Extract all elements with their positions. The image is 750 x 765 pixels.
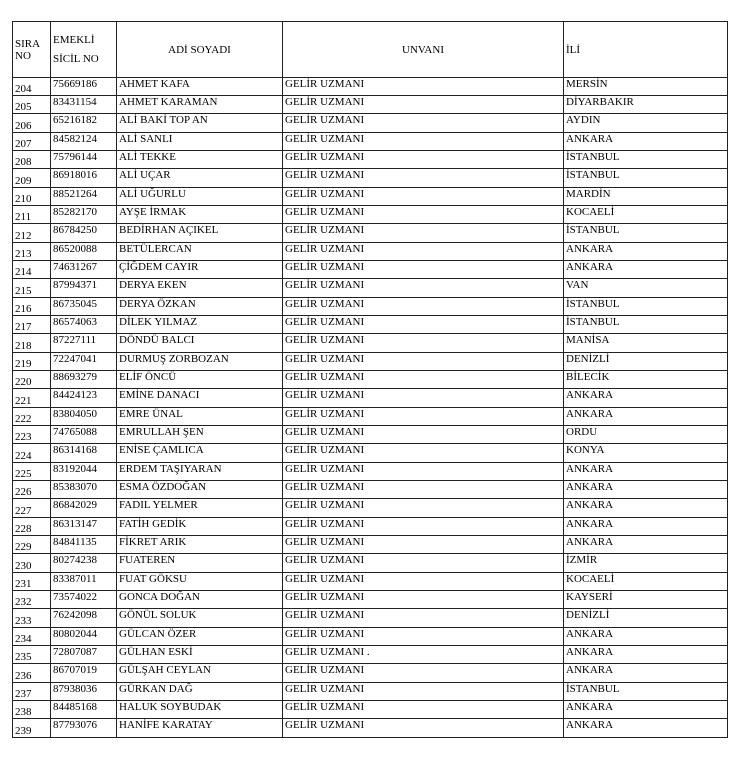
table-row <box>13 628 728 646</box>
cell-ili: İSTANBUL <box>564 151 728 169</box>
table-row <box>13 646 728 664</box>
cell-adi-soyadi: ALİ SANLI <box>117 133 283 151</box>
cell-ili: ANKARA <box>564 499 728 518</box>
cell-sicil-no: 83804050 <box>51 408 117 426</box>
cell-unvani: GELİR UZMANI <box>283 591 564 609</box>
table-row <box>13 499 728 518</box>
cell-sira-no: 220 <box>13 371 51 389</box>
cell-unvani: GELİR UZMANI <box>283 628 564 646</box>
cell-ili: ANKARA <box>564 481 728 499</box>
table-header-row <box>13 22 728 78</box>
cell-ili: ANKARA <box>564 628 728 646</box>
cell-sicil-no: 80802044 <box>51 628 117 646</box>
cell-ili: İSTANBUL <box>564 169 728 188</box>
cell-sicil-no: 74631267 <box>51 261 117 279</box>
cell-adi-soyadi: DERYA ÖZKAN <box>117 298 283 316</box>
cell-adi-soyadi: ALİ UÇAR <box>117 169 283 188</box>
header-sicil-no-line2: SİCİL NO <box>53 52 99 65</box>
cell-sicil-no: 83192044 <box>51 463 117 481</box>
cell-sira-no: 238 <box>13 701 51 719</box>
cell-ili: ORDU <box>564 426 728 444</box>
cell-ili: ANKARA <box>564 646 728 664</box>
table-row <box>13 719 728 738</box>
cell-sicil-no: 87793076 <box>51 719 117 738</box>
cell-sira-no: 221 <box>13 389 51 408</box>
personnel-table <box>12 21 728 738</box>
document-page <box>12 21 728 738</box>
cell-unvani: GELİR UZMANI <box>283 188 564 206</box>
table-row <box>13 664 728 683</box>
cell-sira-no: 225 <box>13 463 51 481</box>
cell-sicil-no: 88693279 <box>51 371 117 389</box>
cell-unvani: GELİR UZMANI <box>283 499 564 518</box>
cell-adi-soyadi: DURMUŞ ZORBOZAN <box>117 353 283 371</box>
cell-unvani: GELİR UZMANI <box>283 426 564 444</box>
cell-unvani: GELİR UZMANI <box>283 389 564 408</box>
cell-sira-no: 219 <box>13 353 51 371</box>
cell-sira-no: 231 <box>13 573 51 591</box>
table-row <box>13 518 728 536</box>
cell-adi-soyadi: EMRE ÜNAL <box>117 408 283 426</box>
cell-unvani: GELİR UZMANI <box>283 298 564 316</box>
cell-unvani: GELİR UZMANI <box>283 371 564 389</box>
cell-sicil-no: 87227111 <box>51 334 117 353</box>
cell-ili: ANKARA <box>564 518 728 536</box>
cell-sira-no: 226 <box>13 481 51 499</box>
cell-ili: ANKARA <box>564 701 728 719</box>
cell-unvani: GELİR UZMANI <box>283 408 564 426</box>
table-row <box>13 224 728 243</box>
cell-ili: MARDİN <box>564 188 728 206</box>
cell-adi-soyadi: ALİ BAKİ TOP AN <box>117 114 283 133</box>
table-row <box>13 114 728 133</box>
cell-adi-soyadi: FATİH GEDİK <box>117 518 283 536</box>
cell-unvani: GELİR UZMANI <box>283 554 564 573</box>
table-row <box>13 334 728 353</box>
cell-sira-no: 235 <box>13 646 51 664</box>
cell-sira-no: 204 <box>13 78 51 96</box>
table-row <box>13 298 728 316</box>
cell-unvani: GELİR UZMANI <box>283 151 564 169</box>
cell-sira-no: 207 <box>13 133 51 151</box>
cell-sicil-no: 83387011 <box>51 573 117 591</box>
table-row <box>13 701 728 719</box>
cell-sicil-no: 83431154 <box>51 96 117 114</box>
cell-sira-no: 215 <box>13 279 51 298</box>
cell-adi-soyadi: GONCA DOĞAN <box>117 591 283 609</box>
cell-adi-soyadi: GÖNÜL SOLUK <box>117 609 283 628</box>
cell-sira-no: 218 <box>13 334 51 353</box>
cell-adi-soyadi: EMRULLAH ŞEN <box>117 426 283 444</box>
table-row <box>13 481 728 499</box>
cell-sira-no: 211 <box>13 206 51 224</box>
cell-unvani: GELİR UZMANI <box>283 279 564 298</box>
cell-sicil-no: 86314168 <box>51 444 117 463</box>
cell-unvani: GELİR UZMANI <box>283 243 564 261</box>
cell-ili: ANKARA <box>564 463 728 481</box>
table-row <box>13 206 728 224</box>
cell-ili: MANİSA <box>564 334 728 353</box>
cell-unvani: GELİR UZMANI <box>283 114 564 133</box>
cell-unvani: GELİR UZMANI . <box>283 646 564 664</box>
cell-sicil-no: 86313147 <box>51 518 117 536</box>
table-row <box>13 316 728 334</box>
cell-adi-soyadi: GÜLCAN ÖZER <box>117 628 283 646</box>
header-ili: İLİ <box>564 22 728 78</box>
cell-ili: VAN <box>564 279 728 298</box>
cell-sira-no: 233 <box>13 609 51 628</box>
cell-adi-soyadi: DÖNDÜ BALCI <box>117 334 283 353</box>
cell-sicil-no: 86784250 <box>51 224 117 243</box>
cell-ili: İSTANBUL <box>564 683 728 701</box>
cell-unvani: GELİR UZMANI <box>283 261 564 279</box>
cell-adi-soyadi: GÜRKAN DAĞ <box>117 683 283 701</box>
table-row <box>13 444 728 463</box>
cell-sicil-no: 87994371 <box>51 279 117 298</box>
cell-sicil-no: 73574022 <box>51 591 117 609</box>
cell-adi-soyadi: FUATEREN <box>117 554 283 573</box>
cell-unvani: GELİR UZMANI <box>283 316 564 334</box>
cell-adi-soyadi: ELİF ÖNCÜ <box>117 371 283 389</box>
table-row <box>13 188 728 206</box>
table-body <box>13 78 728 738</box>
table-row <box>13 408 728 426</box>
cell-adi-soyadi: AHMET KARAMAN <box>117 96 283 114</box>
table-row <box>13 463 728 481</box>
cell-sira-no: 223 <box>13 426 51 444</box>
cell-ili: KONYA <box>564 444 728 463</box>
cell-unvani: GELİR UZMANI <box>283 96 564 114</box>
header-sira-no <box>13 22 51 78</box>
table-row <box>13 591 728 609</box>
cell-sicil-no: 84582124 <box>51 133 117 151</box>
table-row <box>13 683 728 701</box>
table-row <box>13 573 728 591</box>
cell-ili: KAYSERİ <box>564 591 728 609</box>
cell-unvani: GELİR UZMANI <box>283 353 564 371</box>
cell-sira-no: 236 <box>13 664 51 683</box>
cell-adi-soyadi: ERDEM TAŞIYARAN <box>117 463 283 481</box>
cell-unvani: GELİR UZMANI <box>283 609 564 628</box>
cell-sira-no: 210 <box>13 188 51 206</box>
cell-adi-soyadi: DERYA EKEN <box>117 279 283 298</box>
cell-ili: ANKARA <box>564 719 728 738</box>
cell-unvani: GELİR UZMANI <box>283 463 564 481</box>
cell-unvani: GELİR UZMANI <box>283 664 564 683</box>
cell-ili: ANKARA <box>564 408 728 426</box>
table-row <box>13 609 728 628</box>
cell-sicil-no: 75669186 <box>51 78 117 96</box>
cell-unvani: GELİR UZMANI <box>283 224 564 243</box>
table-row <box>13 133 728 151</box>
cell-unvani: GELİR UZMANI <box>283 206 564 224</box>
cell-sicil-no: 84485168 <box>51 701 117 719</box>
cell-sicil-no: 80274238 <box>51 554 117 573</box>
cell-sira-no: 213 <box>13 243 51 261</box>
cell-adi-soyadi: FİKRET ARIK <box>117 536 283 554</box>
cell-sira-no: 208 <box>13 151 51 169</box>
cell-sicil-no: 72247041 <box>51 353 117 371</box>
cell-ili: DENİZLİ <box>564 609 728 628</box>
cell-sicil-no: 76242098 <box>51 609 117 628</box>
cell-unvani: GELİR UZMANI <box>283 573 564 591</box>
cell-sira-no: 212 <box>13 224 51 243</box>
cell-adi-soyadi: GÜLŞAH CEYLAN <box>117 664 283 683</box>
cell-adi-soyadi: BETÜLERCAN <box>117 243 283 261</box>
cell-sicil-no: 84841135 <box>51 536 117 554</box>
header-sira-no-line2: NO <box>15 49 31 62</box>
cell-adi-soyadi: ESMA ÖZDOĞAN <box>117 481 283 499</box>
cell-ili: BİLECİK <box>564 371 728 389</box>
cell-sira-no: 228 <box>13 518 51 536</box>
cell-sira-no: 239 <box>13 719 51 738</box>
cell-adi-soyadi: ÇİĞDEM CAYIR <box>117 261 283 279</box>
table-row <box>13 151 728 169</box>
cell-sicil-no: 85282170 <box>51 206 117 224</box>
cell-ili: ANKARA <box>564 133 728 151</box>
cell-ili: DİYARBAKIR <box>564 96 728 114</box>
cell-sicil-no: 87938036 <box>51 683 117 701</box>
cell-sira-no: 209 <box>13 169 51 188</box>
cell-sira-no: 217 <box>13 316 51 334</box>
cell-sicil-no: 88521264 <box>51 188 117 206</box>
cell-sicil-no: 84424123 <box>51 389 117 408</box>
cell-sira-no: 214 <box>13 261 51 279</box>
cell-adi-soyadi: EMİNE DANACI <box>117 389 283 408</box>
cell-sira-no: 224 <box>13 444 51 463</box>
cell-sira-no: 229 <box>13 536 51 554</box>
cell-unvani: GELİR UZMANI <box>283 683 564 701</box>
cell-unvani: GELİR UZMANI <box>283 444 564 463</box>
cell-ili: İSTANBUL <box>564 316 728 334</box>
cell-unvani: GELİR UZMANI <box>283 701 564 719</box>
table-row <box>13 169 728 188</box>
table-row <box>13 536 728 554</box>
cell-ili: İSTANBUL <box>564 298 728 316</box>
cell-sicil-no: 86735045 <box>51 298 117 316</box>
table-row <box>13 261 728 279</box>
cell-ili: İZMİR <box>564 554 728 573</box>
cell-sira-no: 234 <box>13 628 51 646</box>
cell-unvani: GELİR UZMANI <box>283 536 564 554</box>
cell-adi-soyadi: HALUK SOYBUDAK <box>117 701 283 719</box>
cell-sicil-no: 72807087 <box>51 646 117 664</box>
cell-sicil-no: 86707019 <box>51 664 117 683</box>
cell-adi-soyadi: DİLEK YILMAZ <box>117 316 283 334</box>
cell-sira-no: 206 <box>13 114 51 133</box>
cell-sicil-no: 75796144 <box>51 151 117 169</box>
cell-unvani: GELİR UZMANI <box>283 481 564 499</box>
table-row <box>13 389 728 408</box>
table-row <box>13 353 728 371</box>
header-sicil-no-line1: EMEKLİ <box>53 33 95 46</box>
table-row <box>13 279 728 298</box>
cell-sira-no: 222 <box>13 408 51 426</box>
cell-sicil-no: 86574063 <box>51 316 117 334</box>
cell-ili: ANKARA <box>564 243 728 261</box>
cell-adi-soyadi: FADIL YELMER <box>117 499 283 518</box>
cell-adi-soyadi: BEDİRHAN AÇIKEL <box>117 224 283 243</box>
table-row <box>13 243 728 261</box>
header-sicil-no <box>51 22 117 78</box>
cell-ili: DENİZLİ <box>564 353 728 371</box>
cell-sira-no: 205 <box>13 96 51 114</box>
cell-adi-soyadi: ENİSE ÇAMLICA <box>117 444 283 463</box>
cell-unvani: GELİR UZMANI <box>283 518 564 536</box>
cell-ili: MERSİN <box>564 78 728 96</box>
cell-sicil-no: 74765088 <box>51 426 117 444</box>
cell-unvani: GELİR UZMANI <box>283 78 564 96</box>
cell-unvani: GELİR UZMANI <box>283 169 564 188</box>
cell-adi-soyadi: HANİFE KARATAY <box>117 719 283 738</box>
cell-sicil-no: 86918016 <box>51 169 117 188</box>
cell-ili: İSTANBUL <box>564 224 728 243</box>
cell-ili: ANKARA <box>564 536 728 554</box>
cell-ili: KOCAELİ <box>564 206 728 224</box>
table-row <box>13 96 728 114</box>
cell-ili: AYDIN <box>564 114 728 133</box>
cell-adi-soyadi: ALİ TEKKE <box>117 151 283 169</box>
cell-adi-soyadi: GÜLHAN ESKİ <box>117 646 283 664</box>
cell-sicil-no: 86520088 <box>51 243 117 261</box>
cell-sira-no: 237 <box>13 683 51 701</box>
cell-ili: ANKARA <box>564 389 728 408</box>
cell-unvani: GELİR UZMANI <box>283 334 564 353</box>
cell-sira-no: 230 <box>13 554 51 573</box>
cell-adi-soyadi: AHMET KAFA <box>117 78 283 96</box>
cell-ili: ANKARA <box>564 664 728 683</box>
cell-sira-no: 232 <box>13 591 51 609</box>
cell-sicil-no: 65216182 <box>51 114 117 133</box>
table-row <box>13 78 728 96</box>
header-sira-no-line1: SIRA <box>15 37 41 50</box>
table-row <box>13 426 728 444</box>
cell-adi-soyadi: AYŞE İRMAK <box>117 206 283 224</box>
header-adi-soyadi: ADİ SOYADI <box>117 22 283 78</box>
cell-adi-soyadi: FUAT GÖKSU <box>117 573 283 591</box>
cell-sira-no: 216 <box>13 298 51 316</box>
cell-adi-soyadi: ALİ UĞURLU <box>117 188 283 206</box>
cell-sira-no: 227 <box>13 499 51 518</box>
cell-ili: KOCAELİ <box>564 573 728 591</box>
cell-ili: ANKARA <box>564 261 728 279</box>
table-row <box>13 371 728 389</box>
table-row <box>13 554 728 573</box>
cell-sicil-no: 85383070 <box>51 481 117 499</box>
cell-unvani: GELİR UZMANI <box>283 719 564 738</box>
cell-unvani: GELİR UZMANI <box>283 133 564 151</box>
cell-sicil-no: 86842029 <box>51 499 117 518</box>
header-unvani: UNVANI <box>283 22 564 78</box>
